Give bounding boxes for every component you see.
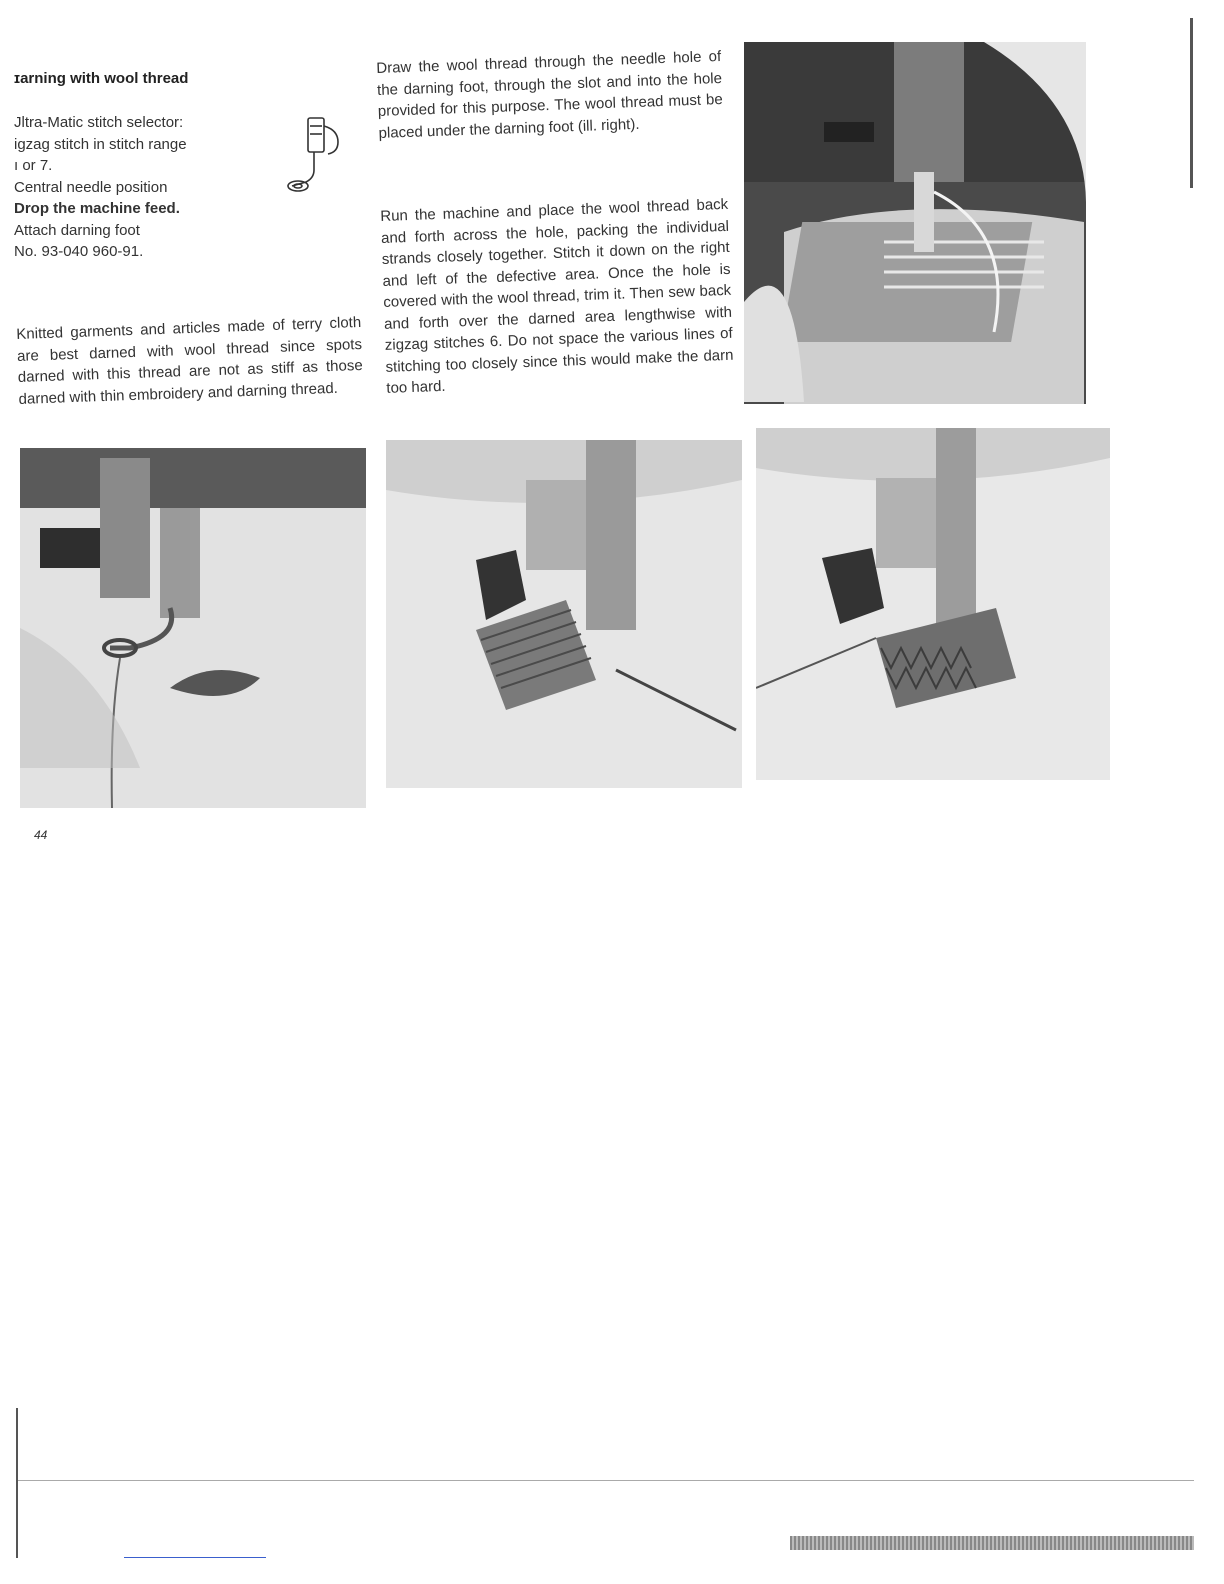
page-number: 44 xyxy=(34,828,48,842)
settings-list xyxy=(14,112,244,263)
settings-line-drop-feed: Drop the machine feed. xyxy=(14,200,180,217)
settings-line: Central needle position xyxy=(14,178,168,196)
scan-bottom-bar xyxy=(790,1536,1194,1550)
zigzag-over-darn-photo xyxy=(756,428,1110,780)
intro-paragraph: Knitted garments and articles made of terry cloth are best darned with wool thread since spots darned with this thread are not as stiff as those darned with thin embroidery and darning thread. xyxy=(16,313,363,408)
settings-line: Jltra-Matic stitch selector: xyxy=(14,114,184,131)
hole-before-darning-photo xyxy=(20,448,366,808)
settings-line: Attach darning foot xyxy=(14,221,140,239)
settings-line: No. 93-040 960-91. xyxy=(14,243,144,260)
section-heading: ɪarning with wool thread xyxy=(14,70,189,87)
scan-edge-line xyxy=(16,1408,18,1558)
threading-paragraph: Draw the wool thread through the needle hole of the darning foot, through the slot and into the hole provided for this purpose. The wool thread must be placed under the darning foot (ill. right). xyxy=(376,47,723,142)
darning-paragraph: Run the machine and place the wool thread back and forth across the hole, packing the individual strands closely together. Stitch it down on the right and left of the defective area. Once the hole is covered with the wool thread, trim it. Then sew back and forth over the darned area lengthwise with zigzag stitches 6. Do not space the various lines of stitching too closely since this would make the darn too hard. xyxy=(380,195,734,397)
scan-blue-line xyxy=(124,1557,266,1558)
wool-strands-across-hole-photo xyxy=(386,440,742,788)
scan-divider-line xyxy=(18,1480,1194,1481)
scan-edge-line xyxy=(1190,18,1193,188)
settings-line: igzag stitch in stitch range xyxy=(14,135,187,153)
settings-line: ı or 7. xyxy=(14,157,53,174)
threading-darning-foot-photo xyxy=(744,42,1086,404)
darning-foot-icon xyxy=(280,112,352,196)
